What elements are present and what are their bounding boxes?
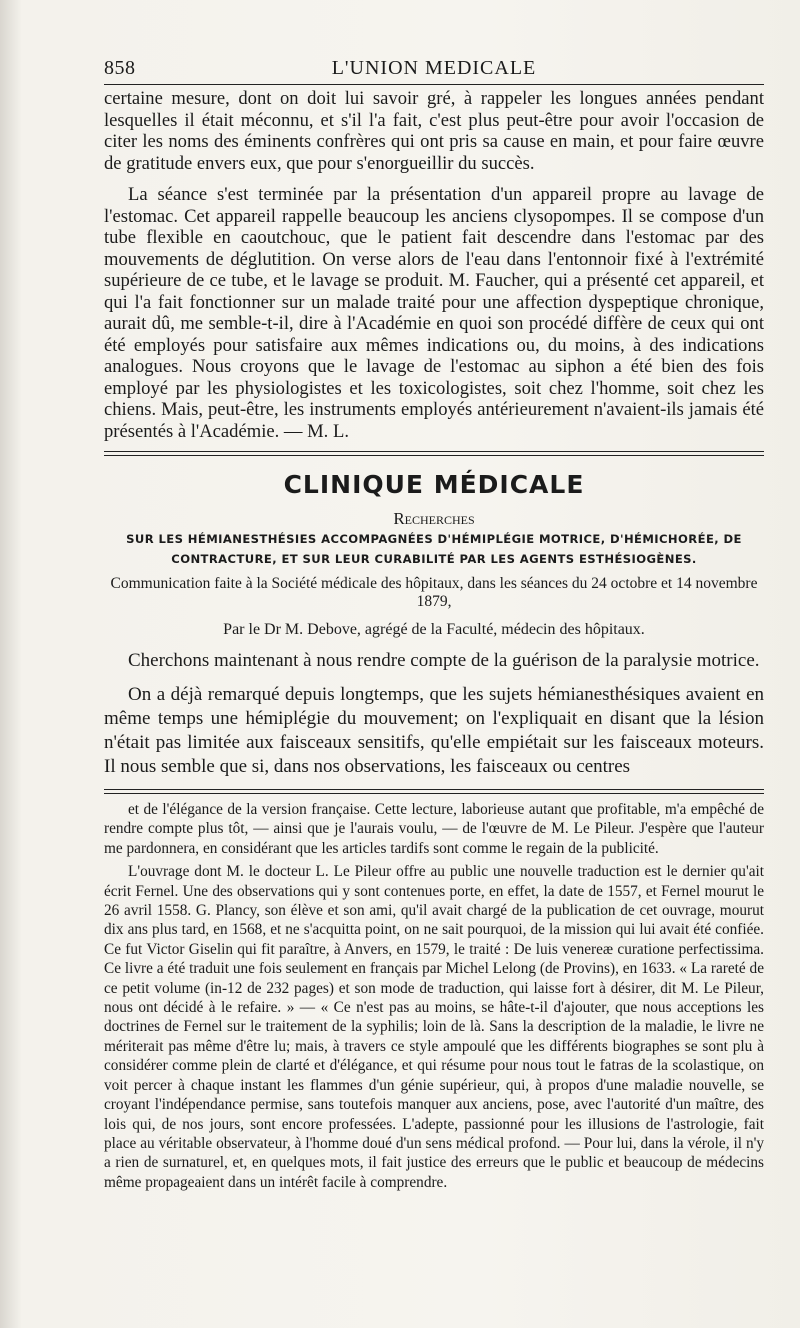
- page-number: 858: [104, 57, 136, 79]
- footnote-paragraph: L'ouvrage dont M. le docteur L. Le Pileur offre au public une nouvelle traduction est le dernier qu'ait écrit Fernel. Une des observations qui y sont contenues porte, en effet, la date de 1557, et Fernel mourut le 26 avril 1558. G. Plancy, son élève et son ami, qu'il avait chargé de la publication de cet ouvrage, mourut dix ans plus tard, en 1568, et ne s'acquitta point, on ne sait pourquoi, de la mission qui lui avait été confiée. Ce fut Victor Giselin qui fit paraître, à Anvers, en 1579, le traité : De luis venereæ curatione perfectissima. Ce livre a été traduit une fois seulement en français par Michel Lelong (de Provins), en 1633. « La rareté de ce petit volume (in-12 de 232 pages) et son mode de traduction, qui laisse fort à désirer, dit M. Le Pileur, nous ont décidé à le refaire. » — « Ce n'est pas au moins, se hâte-t-il d'ajouter, que nous acceptions les doctrines de Fernel sur le traitement de la syphilis; loin de là. Sans la description de la maladie, le livre ne mériterait pas même d'être lu; mais, à travers ce style ampoulé que les différents biographes se sont plu à considérer comme plein de clarté et d'élégance, et qui résume pour nous tout le fatras de la scolastique, on voit percer à chaque instant les flammes d'un génie supérieur, qui, à propos d'une maladie nouvelle, se croyant l'indépendance permise, sans toutefois manquer aux anciens, pose, avec l'autorité d'un maître, des lois qui, de nos jours, sont encore professées. L'adepte, passionné pour les illusions de l'astrologie, fait place au véritable observateur, à l'homme doué d'un sens médical profond. — Pour lui, dans la vérole, il n'y a rien de surnaturel, et, en quelques mots, il fait justice des erreurs que le public et beaucoup de médecins même propageaient dans un intérêt facile à comprendre.: [104, 863, 764, 1191]
- communication-note: Communication faite à la Société médicale des hôpitaux, dans les séances du 24 octobre et 14 novembre 1879,: [110, 575, 758, 610]
- article-title: Recherches: [393, 509, 475, 528]
- paragraph: Cherchons maintenant à nous rendre compte de la guérison de la paralysie motrice.: [128, 650, 760, 671]
- paragraph: certaine mesure, dont on doit lui savoir gré, à rappeler les longues années pendant lesquelles il était méconnu, et s'il l'a fait, c'est plus peut-être pour avoir l'occasion de citer les noms des éminents confrères qui ont pris sa cause en main, et pour faire œuvre de gratitude envers eux, que pour s'enorgueillir du succès.: [104, 88, 764, 174]
- paragraph: La séance s'est terminée par la présentation d'un appareil propre au lavage de l'estomac. Cet appareil rappelle beaucoup les anciens clysopompes. Il se compose d'un tube flexible en caoutchouc, que le patient fait descendre dans l'estomac par des mouvements de déglutition. On verse alors de l'eau dans l'entonnoir fixé à l'extrémité supérieure de ce tube, et le lavage se produit. M. Faucher, qui a présenté cet appareil, et qui l'a fait fonctionner sur un malade traité pour une affection dyspeptique chronique, aurait dû, me semble-t-il, dire à l'Académie en quoi son procédé diffère de ceux qui ont été employés pour satisfaire aux mêmes indications ou, du moins, à des indications analogues. Nous croyons que le lavage de l'estomac au siphon a été bien des fois employé par les physiologistes et les toxicologistes, soit chez l'homme, soit chez les chiens. Mais, peut-être, les instruments employés antérieurement n'avaient-ils jamais été présentés à l'Académie. — M. L.: [104, 184, 764, 442]
- author-line: Par le Dr M. Debove, agrégé de la Faculté, médecin des hôpitaux.: [223, 621, 645, 638]
- footnote-paragraph: et de l'élégance de la version française. Cette lecture, laborieuse autant que profitable, m'a empêché de rendre compte plus tôt, — ainsi que je l'aurais voulu, — de l'œuvre de M. Le Pileur. J'espère que l'auteur me pardonnera, en considérant que les articles tardifs sont comme le regain de la publicité.: [104, 801, 764, 857]
- section-rubric: CLINIQUE MÉDICALE: [283, 470, 585, 499]
- section-rule: [104, 455, 764, 456]
- page-header: [104, 40, 764, 80]
- article-subtitle-line: CONTRACTURE, ET SUR LEUR CURABILITÉ PAR LES AGENTS ESTHÉSIOGÈNES.: [171, 552, 697, 566]
- footnote-rule: [104, 789, 764, 790]
- article-subtitle-line: SUR LES HÉMIANESTHÉSIES ACCOMPAGNÉES D'HÉMIPLÉGIE MOTRICE, D'HÉMICHORÉE, DE: [126, 532, 742, 546]
- footnote-rule: [104, 793, 764, 794]
- text-column: [104, 40, 764, 1192]
- running-title: L'UNION MEDICALE: [331, 57, 537, 79]
- section-rule: [104, 451, 764, 452]
- header-rule: [104, 84, 764, 85]
- paragraph: On a déjà remarqué depuis longtemps, que les sujets hémianesthésiques avaient en même temps une hémiplégie du mouvement; on l'expliquait en disant que la lésion n'était pas limitée aux faisceaux sensitifs, qu'elle empiétait sur les faisceaux moteurs. Il nous semble que si, dans nos observations, les faisceaux ou centres: [104, 684, 764, 777]
